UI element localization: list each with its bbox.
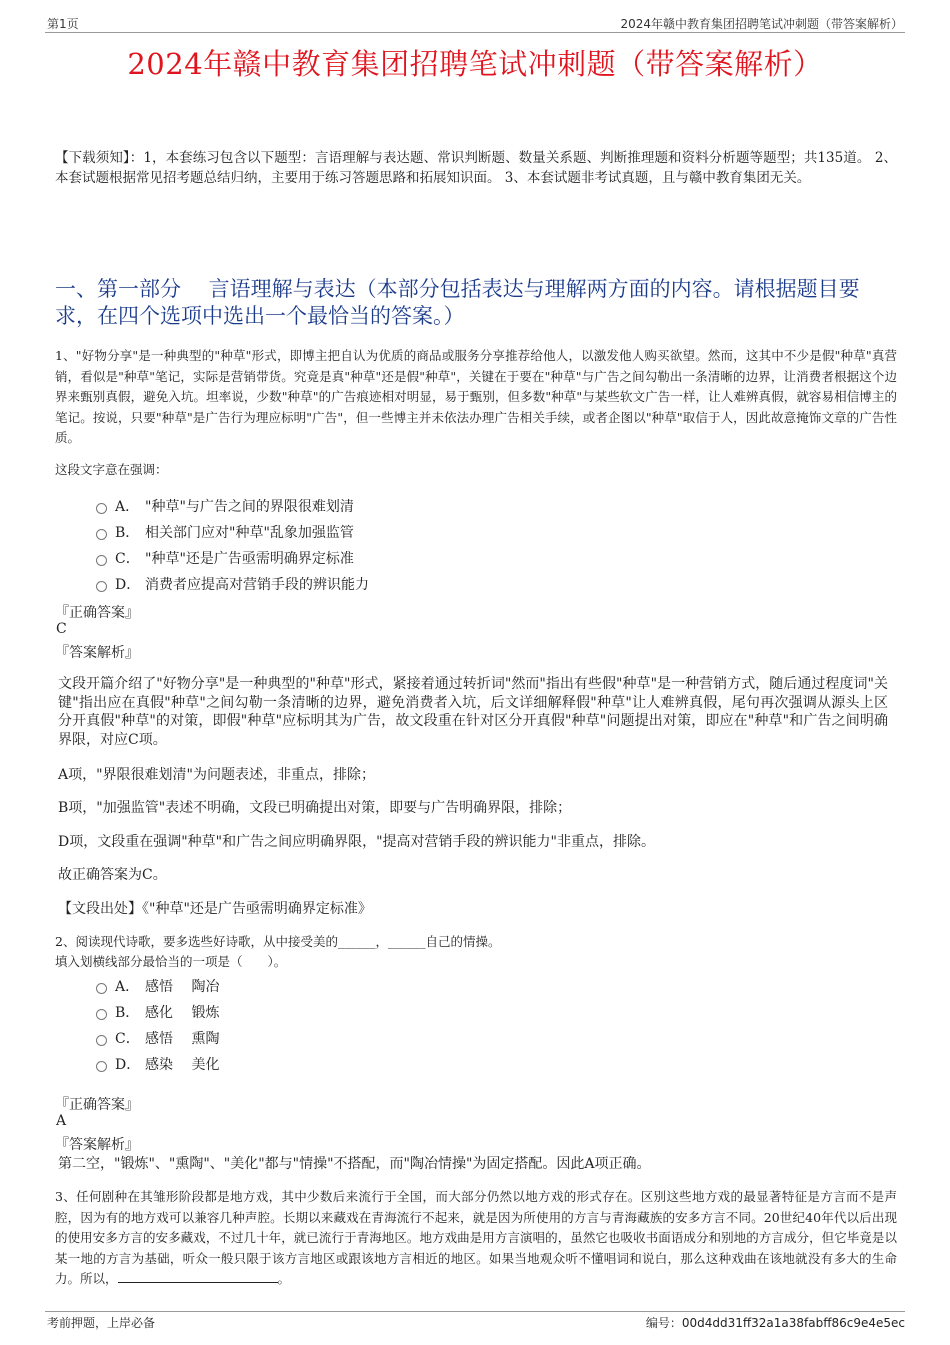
page-title: 2024年赣中教育集团招聘笔试冲刺题（带答案解析） — [127, 47, 823, 81]
radio-icon[interactable] — [96, 529, 107, 540]
q1-analysis-label: 『答案解析』 — [55, 645, 139, 661]
radio-icon[interactable] — [96, 1009, 107, 1020]
q1-option-b[interactable]: B． 相关部门应对"种草"乱象加强监管 — [96, 522, 354, 542]
radio-icon[interactable] — [96, 1061, 107, 1072]
download-notice: 【下载须知】：1，本套练习包含以下题型：言语理解与表达题、常识判断题、数量关系题、判断推理题和资料分析题等题型；共135道。 2、本套试题根据常见招考题总结归纳，主要用于练习答题思路和拓展知识面。 3、本套试题非考试真题，且与赣中教育集团无关。 — [55, 150, 897, 186]
radio-icon[interactable] — [96, 1035, 107, 1046]
q2-prompt: 填入划横线部分最恰当的一项是（ ）。 — [55, 954, 287, 969]
footer-doc-id: 编号：00d4dd31ff32a1a38fabff86c9e4e5ec — [645, 1316, 905, 1330]
q1-option-a[interactable]: A． "种草"与广告之间的界限很难划清 — [96, 496, 354, 516]
radio-icon[interactable] — [96, 503, 107, 514]
q2-option-b[interactable]: B． 感化 锻炼 — [96, 1002, 219, 1022]
q2-option-d[interactable]: D． 感染 美化 — [96, 1054, 219, 1074]
q2-option-a[interactable]: A． 感悟 陶冶 — [96, 976, 219, 996]
radio-icon[interactable] — [96, 581, 107, 592]
q1-note-b: B项，"加强监管"表述不明确，文段已明确提出对策，即要与广告明确界限，排除； — [58, 800, 572, 816]
q1-option-c[interactable]: C． "种草"还是广告亟需明确界定标准 — [96, 548, 354, 568]
q3-text: 3、任何剧种在其雏形阶段都是地方戏，其中少数后来流行于全国，而大部分仍然以地方戏的形式存在。区别这些地方戏的最显著特征是方言而不是声腔，因为有的地方戏可以兼容几种声腔。长期以来藏戏在青海流行不起来，就是因为所使用的方言与青海藏族的安多方言不同。20世纪40年代以后出现的使用安多方言的安多藏戏，不过几十年，就已流行于青海地区。地方戏曲是用方言演唱的，虽然它也吸收书面语成分和别地的方言成分，但它毕竟是以某一地的方言为基础，听众一般只限于该方言地区或跟该地方言相近的地区。如果当地观众听不懂唱词和说白，那么这种戏曲在该地就没有多大的生命力。所以， 。 — [55, 1189, 897, 1286]
footer-divider — [45, 1311, 905, 1312]
footer-slogan: 考前押题，上岸必备 — [47, 1316, 156, 1330]
q2-answer: A — [56, 1113, 67, 1129]
answer-blank — [118, 1270, 278, 1283]
q2-analysis: 第二空，"锻炼"、"熏陶"、"美化"都与"情操"不搭配，而"陶冶情操"为固定搭配。因此A项正确。 — [58, 1156, 651, 1172]
q2-analysis-label: 『答案解析』 — [55, 1137, 139, 1153]
q1-option-d[interactable]: D． 消费者应提高对营销手段的辨识能力 — [96, 574, 369, 594]
q1-prompt: 这段文字意在强调： — [55, 462, 168, 477]
q2-option-c[interactable]: C． 感悟 熏陶 — [96, 1028, 219, 1048]
header-doc-title: 2024年赣中教育集团招聘笔试冲刺题（带答案解析） — [620, 17, 903, 31]
q2-answer-label: 『正确答案』 — [55, 1097, 139, 1113]
q1-note-a: A项，"界限很难划清"为问题表述，非重点，排除； — [58, 767, 375, 783]
q1-answer: C — [56, 621, 67, 637]
q1-answer-label: 『正确答案』 — [55, 605, 139, 621]
q1-text: 1、"好物分享"是一种典型的"种草"形式，即博主把自认为优质的商品或服务分享推荐给他人，以激发他人购买欲望。然而，这其中不少是假"种草"真营销，看似是"种草"笔记，实际是营销带货。究竟是真"种草"还是假"种草"，关键在于要在"种草"与广告之间勾勒出一条清晰的边界，让消费者根据这个边界来甄别真假，避免入坑。坦率说，少数"种草"的广告痕迹相对明显，易于甄别，但多数"种草"与某些软文广告一样，让人难辨真假，就容易相信博主的笔记。按说，只要"种草"是广告行为理应标明"广告"，但一些博主并未依法办理广告相关手续，或者企图以"种草"取信于人，因此故意掩饰文章的广告性质。 — [55, 348, 897, 445]
page-number: 第1页 — [47, 17, 79, 31]
radio-icon[interactable] — [96, 555, 107, 566]
section-heading: 一、第一部分 言语理解与表达（本部分包括表达与理解两方面的内容。请根据题目要求，在四个选项中选出一个最恰当的答案。） — [55, 277, 860, 328]
radio-icon[interactable] — [96, 983, 107, 994]
q2-text: 2、阅读现代诗歌，要多选些好诗歌，从中接受美的______，______自己的情操。 — [55, 934, 501, 949]
q1-source: 【文段出处】《"种草"还是广告亟需明确界定标准》 — [58, 901, 372, 917]
header-divider — [45, 32, 905, 33]
q1-analysis: 文段开篇介绍了"好物分享"是一种典型的"种草"形式，紧接着通过转折词"然而"指出有些假"种草"是一种营销方式，随后通过程度词"关键"指出应在真假"种草"之间勾勒一条清晰的边界，避免消费者入坑，后文详细解释假"种草"让人难辨真假，尾句再次强调从源头上区分开真假"种草"的对策，即假"种草"应标明其为广告，故文段重在针对区分开真假"种草"问题提出对策，即应在"种草"和广告之间明确界限，对应C项。 — [58, 676, 888, 748]
q1-note-d: D项，文段重在强调"种草"和广告之间应明确界限，"提高对营销手段的辨识能力"非重点，排除。 — [58, 834, 655, 850]
q1-conclusion: 故正确答案为C。 — [58, 867, 167, 883]
